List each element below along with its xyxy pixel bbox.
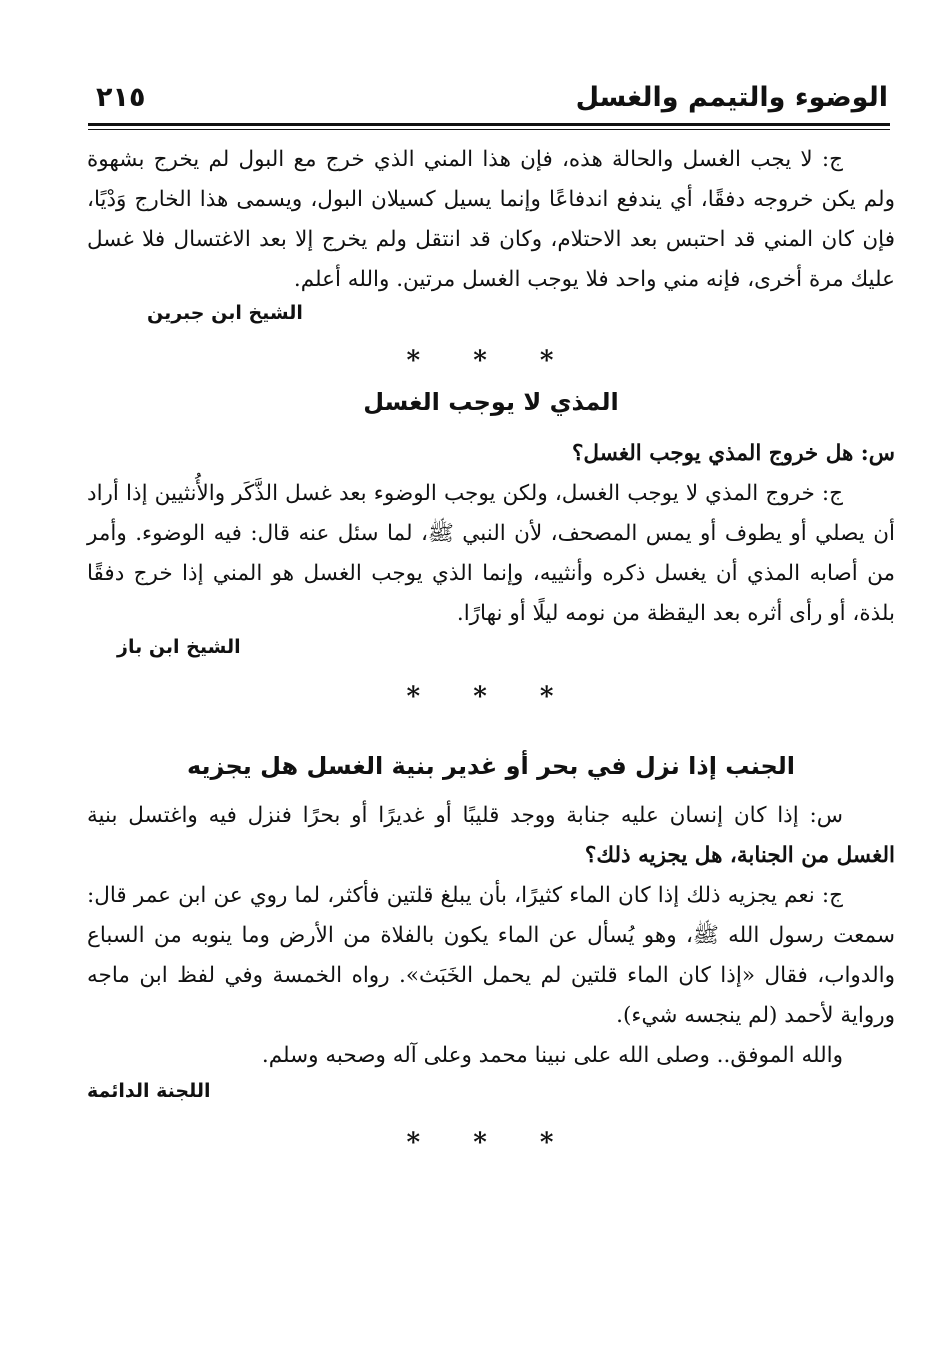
signature: الشيخ ابن جبرين [147,302,303,324]
section-junub-river [87,752,895,1102]
page-number: ٢١٥ [96,82,146,113]
header-rule-thick [88,123,890,126]
page-body [87,140,895,1158]
answer-line: أراد أن يصلي أو يطوف أو يمس المصحف، لأن النبي ﷺ، لما سئل عنه قال: فيه الوضوء. [87,481,895,546]
answer-line: يكن خروجه دفقًا، أي يندفع اندفاعًا وإنما يسيل كسيلان البول، ويسمى هذا الخارج وَدْيًا، [87,187,856,212]
question-line: الغسل من الجنابة، هل يجزيه ذلك؟ [584,843,895,868]
answer-paragraph [87,140,895,300]
answer-line: وأمر من أصابه المذي أن يغسل ذكره وأنثييه، وإنما الذي يوجب الغسل هو المني إذا خرج دفقًا [87,521,895,586]
answer-line: عليك مرة أخرى، فإنه مني واحد فلا يوجب الغسل مرتين. والله أعلم. [293,267,895,292]
section-heading: الجنب إذا نزل في بحر أو غدير بنية الغسل هل يجزيه [186,752,796,780]
answer-line: قال: سمعت رسول الله ﷺ، وهو يُسأل عن الماء يكون بالفلاة من الأرض وما ينوبه من السباع [87,883,895,948]
section-divider: * * * [406,346,576,376]
answer-line: ج: نعم يجزيه ذلك إذا كان الماء كثيرًا، بأن يبلغ قلتين فأكثر، لما روي عن ابن عمر [133,883,843,908]
answer-paragraph [87,876,895,1036]
section-divider: * * * [406,682,576,712]
question-line: س: إذا كان إنسان عليه جنابة ووجد قليبًا أو غديرًا أو بحرًا فنزل فيه واغتسل بنية [87,803,843,828]
answer-paragraph [87,474,895,634]
section-madhi [87,388,895,658]
answer-line: ج: لا يجب الغسل والحالة هذه، فإن هذا المني الذي خرج مع البول لم يخرج بشهوة ولم [87,147,895,212]
closing-line: والله الموفق.. وصلى الله على نبينا محمد وعلى آله وصحبه وسلم. [261,1043,843,1068]
question-paragraph [87,796,895,876]
section-divider: * * * [406,1128,576,1158]
question-line: س: هل خروج المذي يوجب الغسل؟ [572,441,895,466]
signature: اللجنة الدائمة [87,1080,211,1102]
answer-line: ج: خروج المذي لا يوجب الغسل، ولكن يوجب الوضوء بعد غسل الذَّكَر والأُنثيين إذا [126,481,843,506]
running-title: الوضوء والتيمم والغسل [575,82,888,113]
section-heading: المذي لا يوجب الغسل [363,388,619,416]
signature: الشيخ ابن باز [117,636,241,658]
header-rule-thin [88,129,890,130]
answer-line: فإن كان المني قد احتبس بعد الاحتلام، وكان قد انتقل ولم يخرج إلا بعد الاغتسال فلا غسل [87,227,895,252]
page-header [88,82,888,122]
answer-line: والدواب، فقال «إذا كان الماء قلتين لم يحمل الخَبَث». رواه الخمسة وفي لفظ ابن ماجه ورواية [87,963,895,1028]
section-answer-ibn-jibreen [87,140,895,324]
answer-line: بلذة، أو رأى أثره بعد اليقظة من نومه ليلًا أو نهارًا. [456,601,895,626]
answer-line: لأحمد (لم ينجسه شيء). [616,1003,834,1028]
